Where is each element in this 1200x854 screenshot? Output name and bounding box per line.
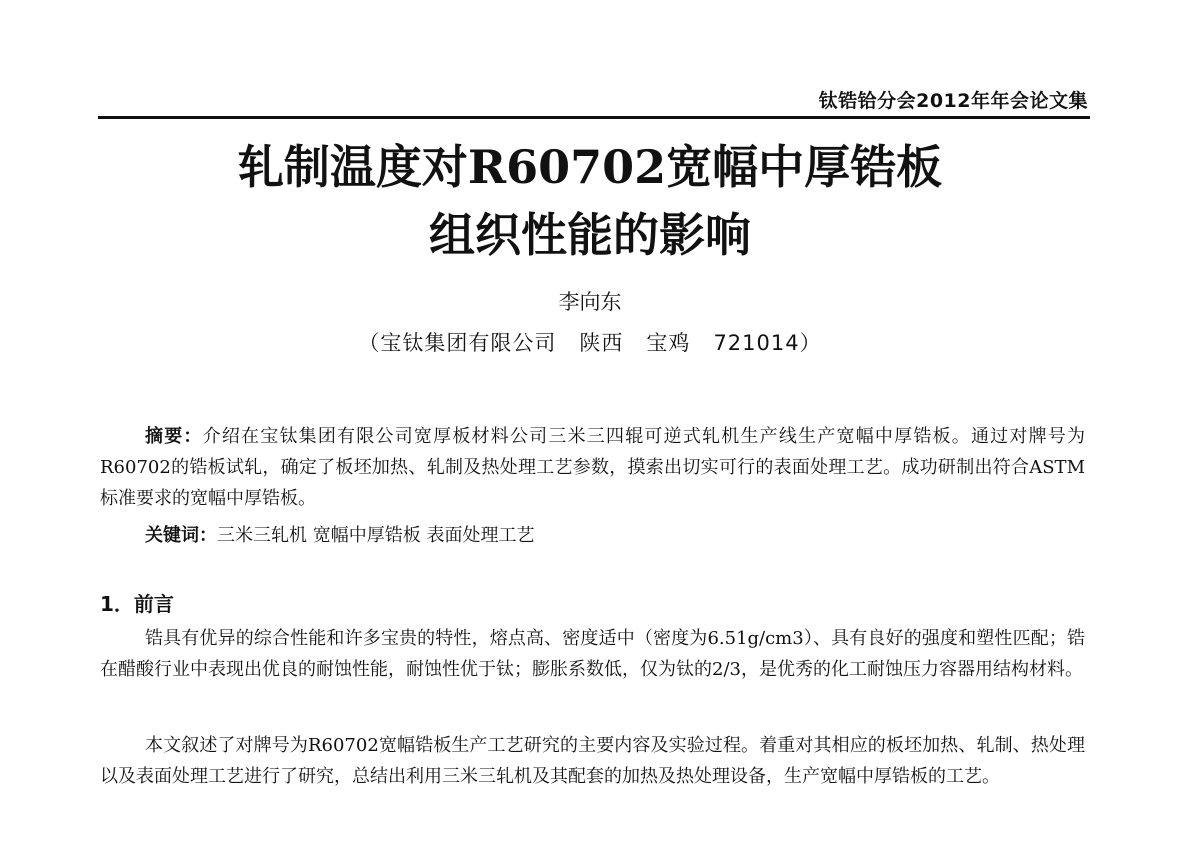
keywords-text: 三米三轧机 宽幅中厚锆板 表面处理工艺 [217, 525, 535, 546]
paper-title-line-1: 轧制温度对R60702宽幅中厚锆板 [237, 140, 943, 194]
paper-title-line-2: 组织性能的影响 [429, 208, 751, 262]
author-affiliation: （宝钛集团有限公司 陕西 宝鸡 721014） [358, 331, 822, 355]
abstract-text: 介绍在宝钛集团有限公司宽厚板材料公司三米三四辊可逆式轧机生产线生产宽幅中厚锆板。通过对牌号为R60702的锆板试轧，确定了板坯加热、轧制及热处理工艺参数，摸索出切实可行的表面处理工艺。成功研制出符合ASTM 标准要求的宽幅中厚锆板。 [100, 426, 1085, 509]
header-rule [98, 116, 1090, 119]
intro-paragraph-2: 本文叙述了对牌号为R60702宽幅锆板生产工艺研究的主要内容及实验过程。着重对其相应的板坯加热、轧制、热处理以及表面处理工艺进行了研究，总结出利用三米三轧机及其配套的加热及热处理设备，生产宽幅中厚锆板的工艺。 [100, 735, 1085, 787]
abstract-paragraph [100, 421, 1085, 514]
section-heading-introduction: 1．前言 [100, 592, 174, 616]
abstract-label: 摘要： [145, 426, 203, 447]
author-name: 李向东 [558, 290, 622, 314]
intro-paragraph-1: 锆具有优异的综合性能和许多宝贵的特性，熔点高、密度适中（密度为6.51g/cm3）、具有良好的强度和塑性匹配；锆在醋酸行业中表现出优良的耐蚀性能，耐蚀性优于钛；膨胀系数低，仅为钛的2/3，是优秀的化工耐蚀压力容器用结构材料。 [100, 628, 1085, 680]
keywords-paragraph [100, 520, 1085, 551]
running-header: 钛锆铪分会2012年年会论文集 [818, 90, 1088, 112]
keywords-label: 关键词： [145, 525, 217, 546]
